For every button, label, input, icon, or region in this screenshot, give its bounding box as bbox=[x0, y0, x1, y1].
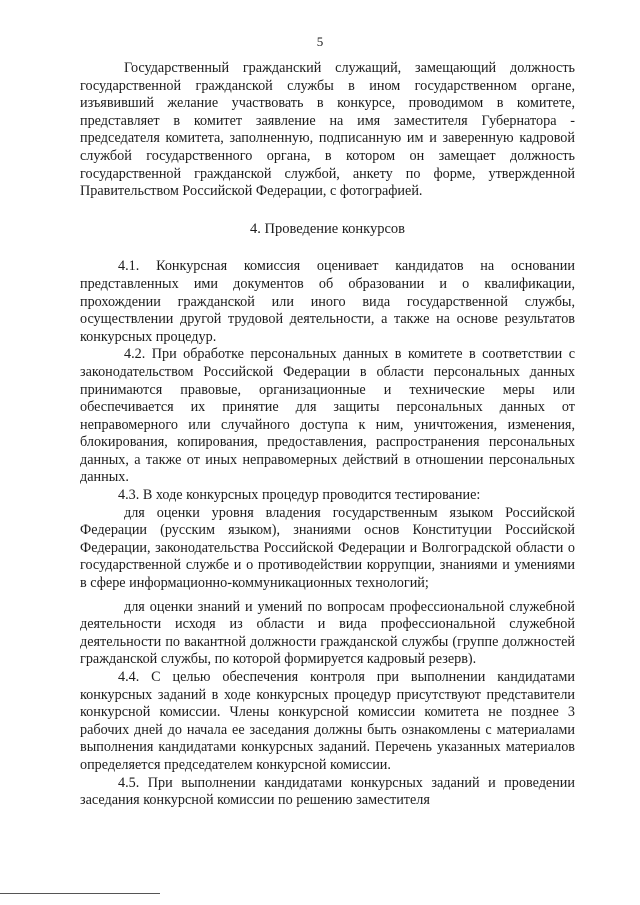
paragraph-4-1: 4.1. Конкурсная комиссия оценивает кандидатов на основании представленных ими документов об образовании и о квалификации, прохождении гражданской или иного вида государственной службы, осуществлении другой трудовой деятельности, а также на основе результатов конкурсных процедур. bbox=[80, 258, 575, 345]
paragraph-4-2: 4.2. При обработке персональных данных в комитете в соответствии с законодательством Российской Федерации в области персональных данных принимаются правовые, организационные и технические меры или обеспечивается их принятие для защиты персональных данных от неправомерного или случайного доступа к ним, уничтожения, изменения, блокирования, копирования, предоставления, распространения персональных данных, а также от иных неправомерных действий в отношении персональных данных. bbox=[80, 346, 575, 486]
page-number: 5 bbox=[316, 34, 324, 49]
section-heading-conducting-contests: 4. Проведение конкурсов bbox=[249, 220, 406, 237]
paragraph-4-5: 4.5. При выполнении кандидатами конкурсных заданий и проведении заседания конкурсной комиссии по решению заместителя bbox=[80, 774, 575, 809]
paragraph-applicant-documents: Государственный гражданский служащий, замещающий должность государственной гражданской службы в ином государственном органе, изъявивший желание участвовать в конкурсе, проводимом в комитете, представляет в комитет заявление на имя заместителя Губернатора - председателя комитета, заполненную, подписанную им и заверенную кадровой службой государственного органа, в котором он замещает должность государственной гражданской службой, анкету по форме, утвержденной Правительством Российской Федерации, с фотографией. bbox=[80, 60, 575, 200]
paragraph-4-3: 4.3. В ходе конкурсных процедур проводится тестирование: bbox=[118, 487, 481, 504]
paragraph-testing-state-language: для оценки уровня владения государственным языком Российской Федерации (русским языком), знаниями основ Конституции Российской Федерации, законодательства Российской Федерации и Волгоградской области о государственной службе и о противодействии коррупции, знаниями и умениями в сфере информационно-коммуникационных технологий; bbox=[80, 504, 575, 592]
document-body bbox=[80, 60, 575, 810]
paragraph-4-4: 4.4. С целью обеспечения контроля при выполнении кандидатами конкурсных заданий в ходе конкурсных процедур присутствуют представители конкурсной комиссии. Члены конкурсной комиссии комитета не позднее 3 рабочих дней до начала ее заседания должны быть ознакомлены с материалами выполнения кандидатами конкурсных заданий. Перечень указанных материалов определяется председателем конкурсной комиссии. bbox=[80, 669, 575, 773]
paragraph-testing-professional-knowledge: для оценки знаний и умений по вопросам профессиональной служебной деятельности исходя из области и вида профессиональной служебной деятельности по вакантной должности гражданской службы (группе должностей гражданской службы, по которой формируется кадровый резерв). bbox=[80, 598, 575, 668]
footnote-divider bbox=[0, 893, 160, 894]
